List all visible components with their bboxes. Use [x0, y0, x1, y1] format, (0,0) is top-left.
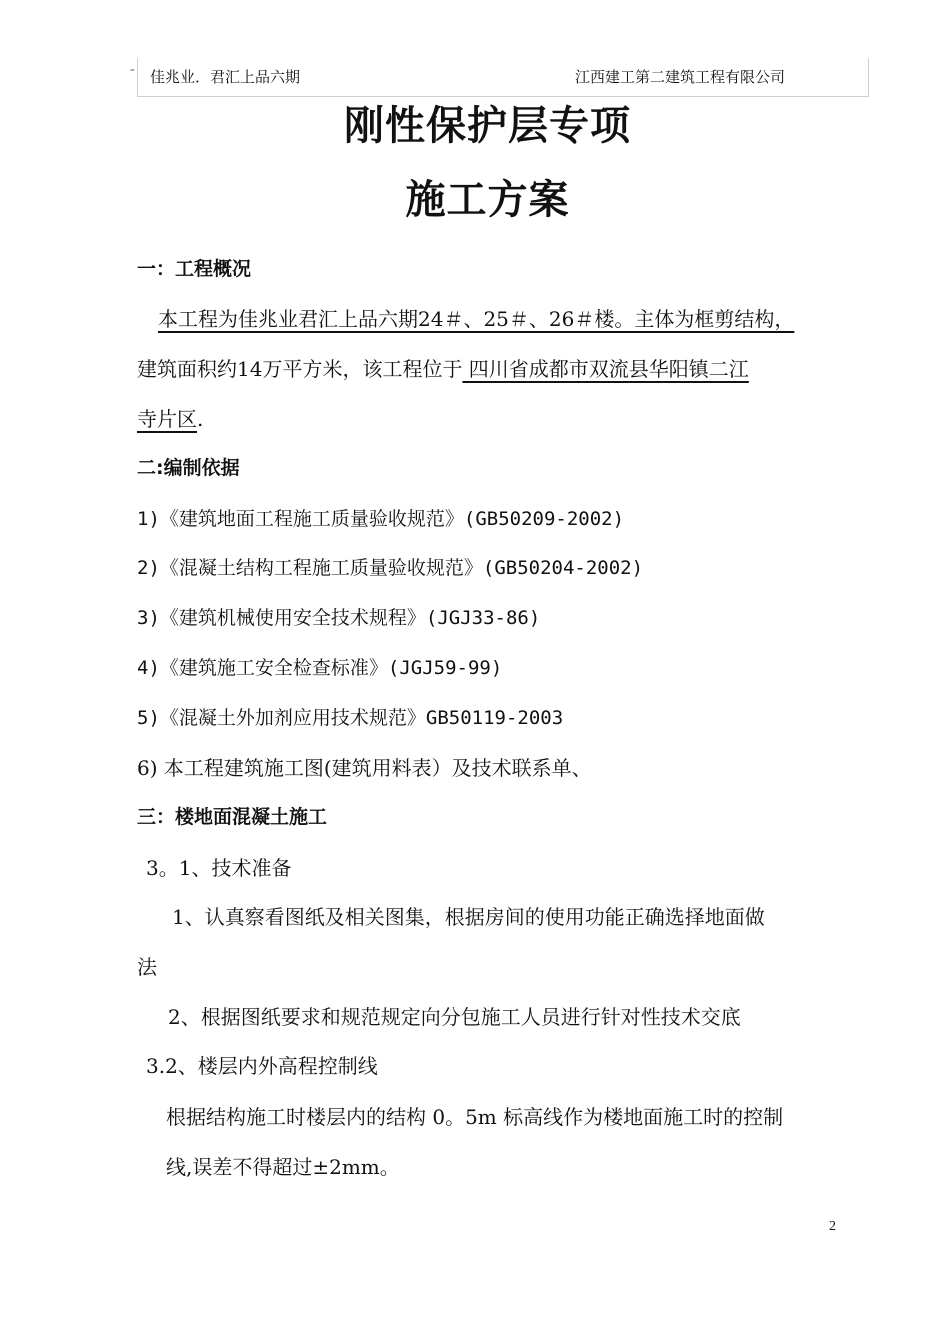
subsection-3-1-item1-line2: 法	[137, 955, 157, 979]
section1-paragraph-line1	[158, 307, 794, 331]
section1-text-location: 四川省成都市双流县华阳镇二江	[462, 357, 749, 381]
subsection-3-2-title: 3.2、楼层内外高程控制线	[146, 1054, 378, 1078]
subsection-3-2-line1: 根据结构施工时楼层内的结构 0。5m 标高线作为楼地面施工时的控制	[166, 1105, 784, 1129]
reference-item-6: 6) 本工程建筑施工图(建筑用料表）及技术联系单、	[137, 756, 592, 780]
section1-text-area: 建筑面积约14万平方米，该工程位于	[137, 357, 463, 381]
section2-heading: 二:编制依据	[137, 457, 240, 479]
section1-text-underlined: 本工程为佳兆业君汇上品六期24＃、25＃、26＃楼。主体为框剪结构，	[158, 307, 795, 331]
section3-heading: 三：楼地面混凝土施工	[137, 806, 328, 828]
reference-item-2: 2)《混凝土结构工程施工质量验收规范》(GB50204-2002)	[137, 557, 644, 579]
reference-item-1: 1)《建筑地面工程施工质量验收规范》(GB50209-2002)	[137, 508, 625, 530]
section1-period: .	[197, 407, 204, 431]
subsection-3-1-item2: 2、根据图纸要求和规范规定向分包施工人员进行针对性技术交底	[168, 1005, 741, 1029]
page-number: 2	[829, 1219, 836, 1234]
reference-item-3: 3)《建筑机械使用安全技术规程》(JGJ33-86)	[137, 607, 541, 629]
header-project-name: 佳兆业．君汇上品六期	[150, 70, 301, 86]
header-company-name: 江西建工第二建筑工程有限公司	[575, 70, 786, 86]
reference-item-4: 4)《建筑施工安全检查标准》(JGJ59-99)	[137, 657, 503, 679]
reference-item-5: 5)《混凝土外加剂应用技术规范》GB50119-2003	[137, 707, 564, 729]
section1-text-location-end: 寺片区	[137, 407, 197, 431]
doc-title-line1: 刚性保护层专项	[344, 103, 631, 149]
subsection-3-1-item1-line1: 1、认真察看图纸及相关图集，根据房间的使用功能正确选择地面做	[172, 905, 765, 929]
section1-paragraph-line3	[137, 407, 203, 431]
subsection-3-1-title: 3。1、技术准备	[146, 856, 292, 880]
subsection-3-2-line2: 线,误差不得超过±2mm。	[166, 1155, 400, 1179]
section1-heading: 一：工程概况	[137, 258, 252, 280]
section1-paragraph-line2	[137, 357, 749, 381]
header-mark: -	[130, 62, 135, 77]
doc-title-line2: 施工方案	[405, 177, 570, 223]
